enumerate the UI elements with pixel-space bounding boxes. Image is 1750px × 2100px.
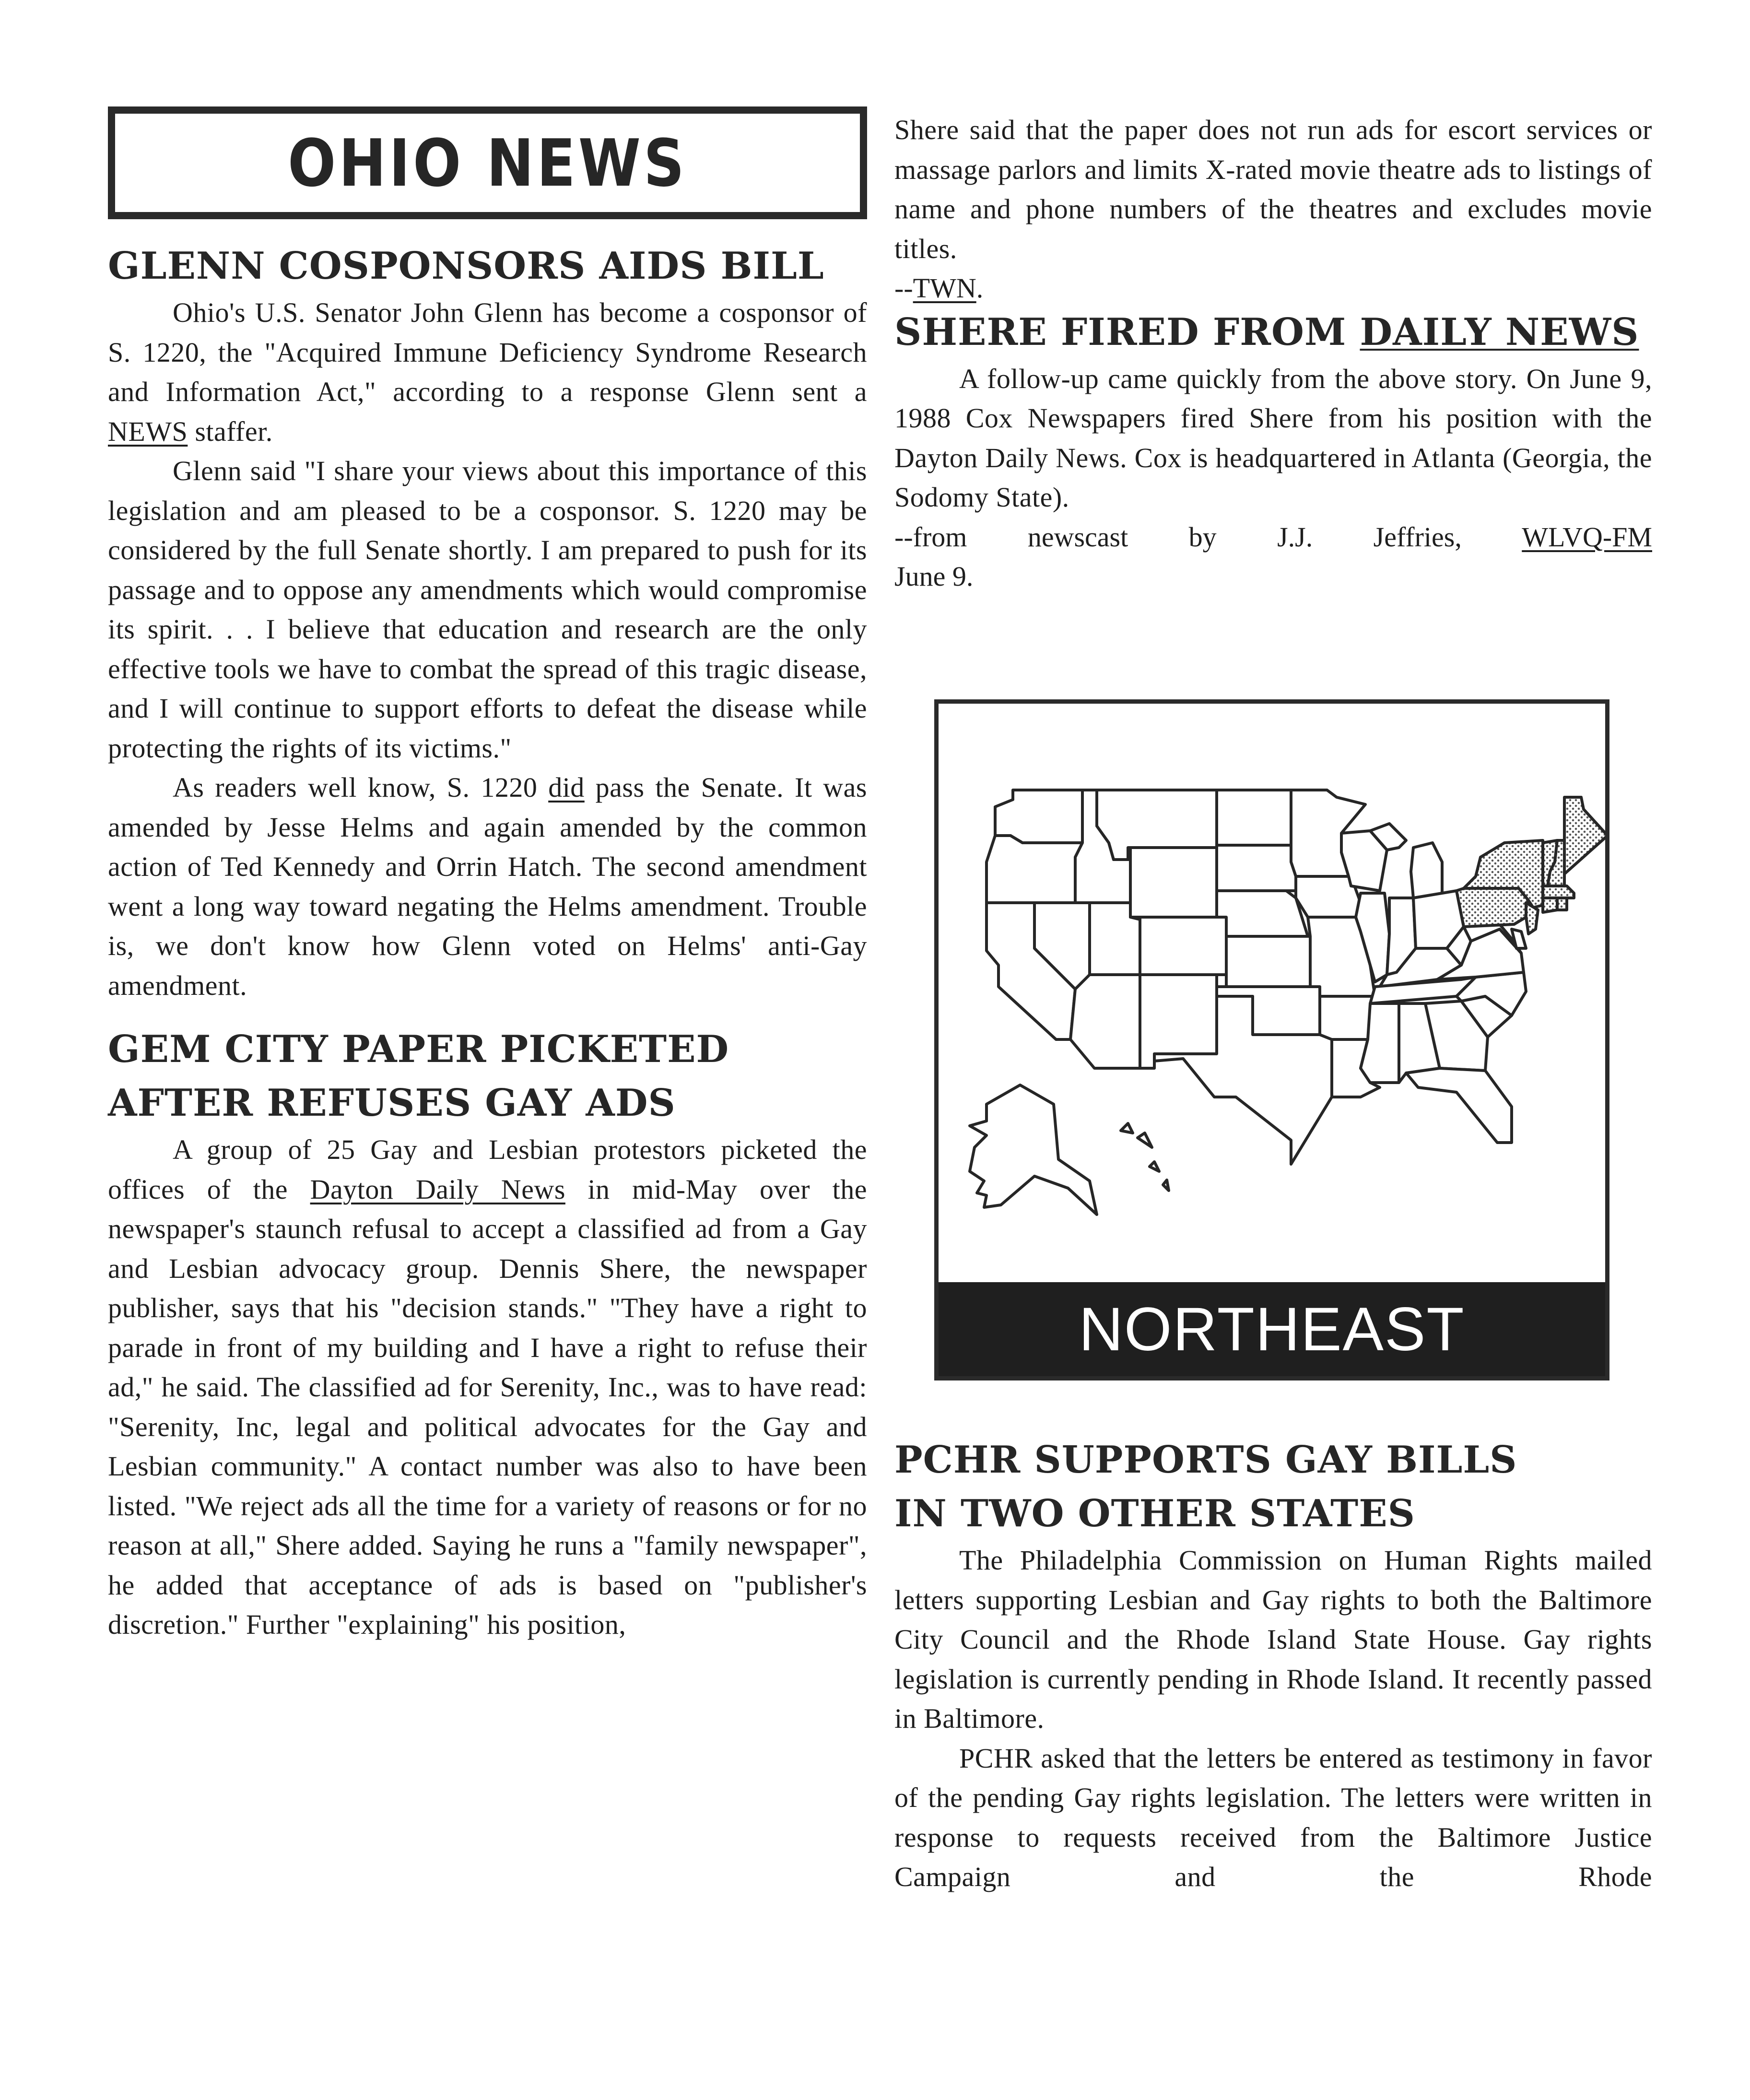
article-pchr-paragraph-1: The Philadelphia Commission on Human Rights mailed letters supporting Lesbian and Gay rights to both the Baltimore City Council and the Rhode Island State House. Gay rights legislation is currently pending in Rhode Island. It recently passed in Baltimore. (894, 1545, 1652, 1734)
state-oregon (987, 836, 1082, 903)
text-run: pass the Senate. It was amended by Jesse Helms and again amended by the common action of Ted Kennedy and Orrin Hatch. The second amendment went a long way toward negating the Helms amendment. Trouble is, we don't know how Glenn voted on Helms' anti-Gay amendment. (108, 772, 867, 1001)
text-run: --from newscast by J.J. Jeffries, (894, 521, 1522, 553)
news-reference: NEWS (108, 415, 188, 447)
article-glenn-paragraph-3 (108, 768, 867, 1005)
text-run: Ohio's U.S. Senator John Glenn has become a cosponsor of S. 1220, the "Acquired Immune Deficiency Syndrome Research and Information Act," according to a response Glenn sent a (108, 297, 867, 407)
state-maine (1564, 797, 1605, 874)
state-nebraska (1217, 891, 1308, 936)
left-column (108, 106, 867, 1645)
article-glenn-paragraph-2: Glenn said "I share your views about this importance of this legislation and am pleased to be a cosponsor. S. 1220 may be considered by the full Senate shortly. I am prepared to push for its passage and to oppose any amendments which would compromise its spirit. . . I believe that education and research are the only effective tools we have to combat the spread of this tragic disease, and I will continue to support efforts to defeat the disease while protecting the rights of its victims." (108, 455, 867, 764)
region-label: NORTHEAST (1079, 1295, 1465, 1364)
state-alaska (970, 1085, 1097, 1215)
state-wyoming (1130, 848, 1217, 917)
state-massachusetts (1543, 886, 1574, 898)
state-hawaii-1 (1121, 1123, 1133, 1133)
article-pchr-body (894, 1541, 1652, 1897)
article-shere-fired-paragraph: A follow-up came quickly from the above story. On June 9, 1988 Cox Newspapers fired Shere from his position with the Dayton Daily News. Cox is headquartered in Atlanta (Georgia, the Sodomy State). (894, 363, 1652, 513)
state-new-jersey (1526, 903, 1538, 934)
masthead-title: OHIO NEWS (288, 125, 687, 201)
state-pennsylvania (1456, 888, 1528, 927)
state-rhode-island (1557, 898, 1567, 910)
state-kansas (1226, 936, 1310, 987)
us-map-icon (939, 704, 1605, 1292)
text-run: A group of 25 Gay and Lesbian protestors picketed the offices of the (108, 1134, 867, 1205)
headline-gem-city-line1: GEM CITY PAPER PICKETED (108, 1027, 729, 1071)
dayton-daily-news-reference: Dayton Daily News (310, 1173, 565, 1205)
region-map-graphic (934, 699, 1609, 1380)
headline-pchr-line2: IN TWO OTHER STATES (894, 1492, 1415, 1535)
state-arkansas (1320, 996, 1373, 1039)
article-pchr-paragraph-2: PCHR asked that the letters be entered as testimony in favor of the pending Gay rights legislation. The letters were written in response to requests received from the Baltimore Justice Campaign and the Rhode (894, 1742, 1652, 1892)
headline-gem-city-line2: AFTER REFUSES GAY ADS (108, 1081, 676, 1125)
citation-newscast (894, 518, 1652, 557)
text-run: As readers well know, S. 1220 (173, 772, 549, 803)
article-gem-city-continued (894, 110, 1652, 269)
article-gem-city-body (108, 1130, 867, 1645)
state-north-dakota (1217, 790, 1291, 845)
right-column (894, 110, 1652, 597)
text-run: . (976, 272, 984, 304)
text-run: -- (894, 272, 913, 304)
headline-glenn-cosponsors: GLENN COSPONSORS AIDS BILL (108, 244, 824, 288)
right-column-lower (894, 1433, 1652, 1897)
article-glenn-paragraph-1 (108, 293, 867, 451)
emphasis-did: did (548, 772, 585, 803)
state-florida (1406, 1068, 1512, 1143)
state-hawaii-2 (1138, 1133, 1152, 1147)
state-hawaii-3 (1150, 1162, 1159, 1171)
state-colorado (1140, 917, 1226, 975)
region-label-band (939, 1282, 1605, 1376)
section-masthead (108, 106, 867, 219)
state-connecticut (1543, 898, 1557, 912)
citation-date: June 9. (894, 561, 974, 592)
article-gem-city-paragraph-1 (108, 1130, 867, 1645)
state-south-dakota (1217, 845, 1296, 891)
text-run: staffer. (188, 415, 273, 447)
text-run: SHERE FIRED FROM (894, 310, 1360, 354)
citation-twn (894, 269, 1652, 308)
headline-pchr-line1: PCHR SUPPORTS GAY BILLS (894, 1438, 1517, 1482)
state-arizona (1070, 975, 1140, 1068)
article-glenn-body (108, 293, 867, 1005)
headline-daily-news: DAILY NEWS (1360, 310, 1639, 354)
continued-paragraph: Shere said that the paper does not run ads for escort services or massage parlors and limits X-rated movie theatre ads to listings of name and phone numbers of the theatres and excludes movie titles. (894, 114, 1652, 264)
headline-shere-fired (894, 306, 1652, 359)
state-hawaii-4 (1163, 1180, 1169, 1191)
station-wlvq: WLVQ-FM (1522, 521, 1652, 553)
article-shere-fired-body (894, 359, 1652, 518)
source-twn: TWN (913, 272, 976, 304)
text-run: in mid-May over the newspaper's staunch refusal to accept a classified ad from a Gay and Lesbian advocacy group. Dennis Shere, the newspaper publisher, says that his "decision stands." "They have a right to parade in front of my building and I have a right to refuse their ad," he said. The classified ad for Serenity, Inc., was to have read: "Serenity, Inc, legal and political advocates for the Gay and Lesbian community." A contact number was also to have been listed. "We reject ads all the time for a variety of reasons or for no reason at all," Shere added. Saying he runs a "family newspaper", he added that acceptance of ads is based on "publisher's discretion." Further "explaining" his position, (108, 1173, 867, 1640)
